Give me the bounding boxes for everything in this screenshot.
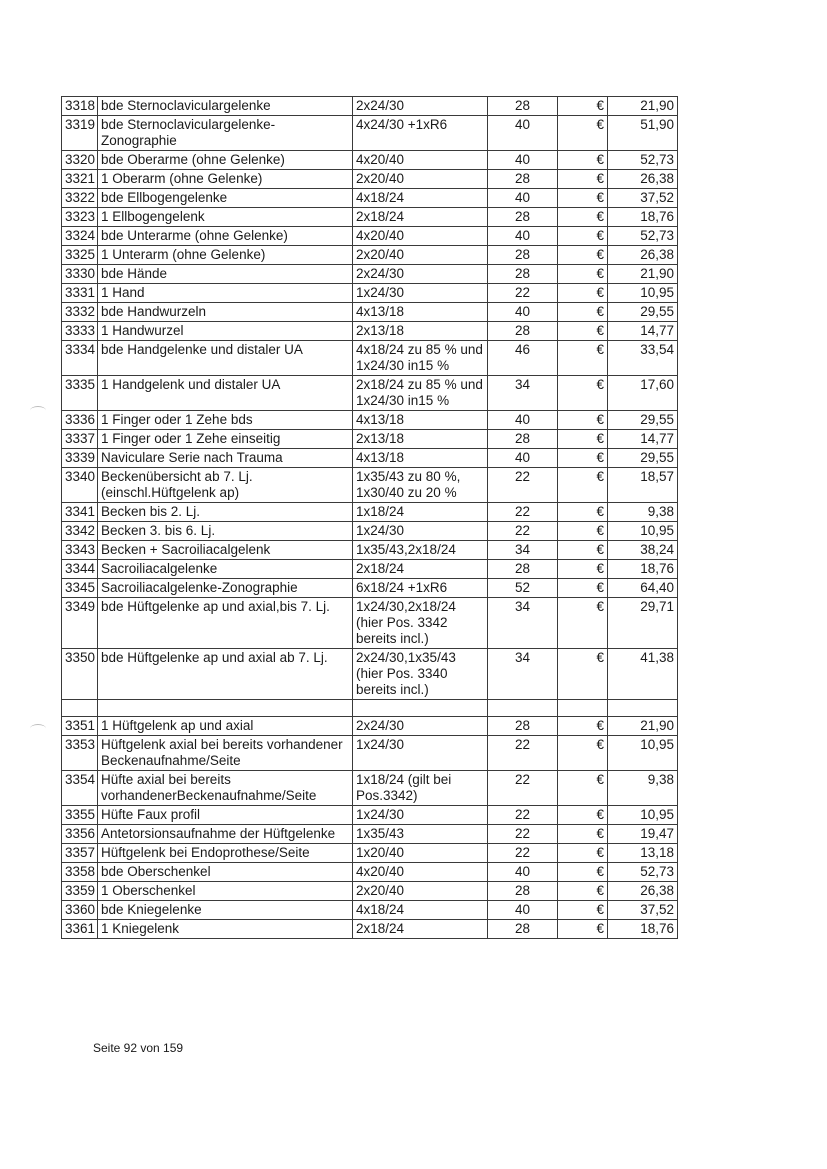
points-value: 22 [488,522,558,541]
description: Beckenübersicht ab 7. Lj. (einschl.Hüftgelenk ap) [98,468,353,503]
currency-symbol: € [558,598,608,649]
table-row [62,116,678,151]
points-value: 28 [488,97,558,116]
film-format: 1x35/43 [353,825,488,844]
table-row [62,901,678,920]
film-format: 6x18/24 +1xR6 [353,579,488,598]
description: bde Oberarme (ohne Gelenke) [98,151,353,170]
table-row [62,560,678,579]
description: Naviculare Serie nach Trauma [98,449,353,468]
position-number: 3337 [62,430,98,449]
film-format: 2x18/24 [353,920,488,939]
description: bde Sternoclaviculargelenke [98,97,353,116]
table-row [62,284,678,303]
position-number: 3330 [62,265,98,284]
table-row [62,341,678,376]
film-format: 1x35/43 zu 80 %, 1x30/40 zu 20 % [353,468,488,503]
table-row [62,844,678,863]
table-row [62,920,678,939]
film-format: 1x24/30 [353,736,488,771]
description: bde Kniegelenke [98,901,353,920]
points-value: 40 [488,411,558,430]
points-value: 28 [488,717,558,736]
position-number: 3356 [62,825,98,844]
price-amount: 52,73 [608,227,678,246]
currency-symbol: € [558,284,608,303]
position-number: 3334 [62,341,98,376]
position-number: 3339 [62,449,98,468]
price-amount: 10,95 [608,806,678,825]
price-amount: 26,38 [608,882,678,901]
film-format: 1x24/30,2x18/24 (hier Pos. 3342 bereits incl.) [353,598,488,649]
punch-hole-mark [30,724,46,733]
currency-symbol: € [558,522,608,541]
price-amount: 13,18 [608,844,678,863]
price-amount: 64,40 [608,579,678,598]
film-format: 4x20/40 [353,863,488,882]
position-number: 3354 [62,771,98,806]
price-amount: 9,38 [608,771,678,806]
currency-symbol: € [558,736,608,771]
price-amount: 51,90 [608,116,678,151]
currency-symbol: € [558,227,608,246]
table-row [62,522,678,541]
position-number: 3357 [62,844,98,863]
currency-symbol: € [558,503,608,522]
film-format: 1x24/30 [353,284,488,303]
description: bde Hände [98,265,353,284]
price-amount: 29,55 [608,411,678,430]
currency-symbol: € [558,901,608,920]
position-number: 3359 [62,882,98,901]
price-amount: 52,73 [608,151,678,170]
points-value: 28 [488,208,558,227]
film-format: 2x20/40 [353,882,488,901]
points-value: 40 [488,151,558,170]
points-value: 22 [488,771,558,806]
currency-symbol: € [558,468,608,503]
currency-symbol: € [558,771,608,806]
table-row [62,322,678,341]
price-amount: 21,90 [608,97,678,116]
description: Becken bis 2. Lj. [98,503,353,522]
table-row [62,265,678,284]
price-amount: 52,73 [608,863,678,882]
film-format: 4x13/18 [353,303,488,322]
position-number: 3320 [62,151,98,170]
position-number: 3350 [62,649,98,700]
position-number: 3324 [62,227,98,246]
description [98,700,353,717]
price-amount: 9,38 [608,503,678,522]
table-row [62,649,678,700]
film-format: 2x24/30 [353,717,488,736]
points-value: 52 [488,579,558,598]
position-number: 3342 [62,522,98,541]
points-value: 22 [488,736,558,771]
currency-symbol: € [558,806,608,825]
position-number: 3343 [62,541,98,560]
points-value: 34 [488,598,558,649]
table-row [62,717,678,736]
points-value: 46 [488,341,558,376]
table-row [62,97,678,116]
description: bde Ellbogengelenke [98,189,353,208]
position-number: 3325 [62,246,98,265]
description: bde Handgelenke und distaler UA [98,341,353,376]
points-value: 34 [488,376,558,411]
film-format: 4x18/24 [353,901,488,920]
currency-symbol: € [558,430,608,449]
position-number: 3335 [62,376,98,411]
currency-symbol: € [558,882,608,901]
points-value: 22 [488,825,558,844]
description: Hüfte Faux profil [98,806,353,825]
table-row [62,700,678,717]
table-row [62,503,678,522]
points-value: 28 [488,560,558,579]
table-row [62,376,678,411]
film-format: 1x24/30 [353,522,488,541]
table-row [62,189,678,208]
currency-symbol: € [558,189,608,208]
description: bde Handwurzeln [98,303,353,322]
position-number: 3332 [62,303,98,322]
position-number: 3361 [62,920,98,939]
film-format: 4x13/18 [353,411,488,430]
table-row [62,227,678,246]
currency-symbol: € [558,825,608,844]
description: bde Sternoclaviculargelenke-Zonographie [98,116,353,151]
film-format: 2x13/18 [353,430,488,449]
film-format [353,700,488,717]
film-format: 1x35/43,2x18/24 [353,541,488,560]
description: bde Hüftgelenke ap und axial,bis 7. Lj. [98,598,353,649]
film-format: 1x18/24 [353,503,488,522]
position-number: 3349 [62,598,98,649]
description: Becken + Sacroiliacalgelenk [98,541,353,560]
points-value: 28 [488,882,558,901]
points-value: 22 [488,844,558,863]
tariff-table-body [62,97,678,939]
currency-symbol: € [558,208,608,227]
film-format: 4x20/40 [353,227,488,246]
film-format: 2x24/30 [353,265,488,284]
price-amount: 19,47 [608,825,678,844]
description: Sacroiliacalgelenke-Zonographie [98,579,353,598]
description: Antetorsionsaufnahme der Hüftgelenke [98,825,353,844]
currency-symbol: € [558,151,608,170]
price-amount: 29,55 [608,303,678,322]
description: 1 Oberarm (ohne Gelenke) [98,170,353,189]
position-number: 3351 [62,717,98,736]
currency-symbol: € [558,717,608,736]
table-row [62,468,678,503]
points-value: 40 [488,303,558,322]
price-amount: 29,71 [608,598,678,649]
price-amount: 41,38 [608,649,678,700]
points-value: 22 [488,468,558,503]
currency-symbol: € [558,560,608,579]
currency-symbol: € [558,863,608,882]
points-value: 28 [488,430,558,449]
film-format: 4x13/18 [353,449,488,468]
points-value: 28 [488,265,558,284]
price-amount: 14,77 [608,322,678,341]
film-format: 4x18/24 [353,189,488,208]
table-row [62,863,678,882]
description: Sacroiliacalgelenke [98,560,353,579]
position-number: 3336 [62,411,98,430]
description: 1 Unterarm (ohne Gelenke) [98,246,353,265]
price-amount: 18,57 [608,468,678,503]
currency-symbol: € [558,341,608,376]
position-number: 3318 [62,97,98,116]
currency-symbol: € [558,649,608,700]
description: 1 Hand [98,284,353,303]
price-amount: 26,38 [608,246,678,265]
description: 1 Finger oder 1 Zehe einseitig [98,430,353,449]
description: Hüfte axial bei bereits vorhandenerBeckenaufnahme/Seite [98,771,353,806]
description: 1 Kniegelenk [98,920,353,939]
table-row [62,449,678,468]
currency-symbol [558,700,608,717]
currency-symbol: € [558,920,608,939]
price-amount: 21,90 [608,265,678,284]
description: bde Unterarme (ohne Gelenke) [98,227,353,246]
description: 1 Finger oder 1 Zehe bds [98,411,353,430]
description: Becken 3. bis 6. Lj. [98,522,353,541]
film-format: 1x24/30 [353,806,488,825]
table-row [62,825,678,844]
description: 1 Hüftgelenk ap und axial [98,717,353,736]
table-row [62,771,678,806]
price-amount: 29,55 [608,449,678,468]
points-value: 28 [488,170,558,189]
price-amount: 37,52 [608,189,678,208]
table-row [62,411,678,430]
description: bde Hüftgelenke ap und axial ab 7. Lj. [98,649,353,700]
film-format: 2x24/30 [353,97,488,116]
price-amount: 17,60 [608,376,678,411]
currency-symbol: € [558,376,608,411]
position-number: 3358 [62,863,98,882]
table-row [62,806,678,825]
position-number: 3323 [62,208,98,227]
position-number: 3344 [62,560,98,579]
currency-symbol: € [558,411,608,430]
table-row [62,736,678,771]
position-number: 3340 [62,468,98,503]
position-number: 3353 [62,736,98,771]
film-format: 1x18/24 (gilt bei Pos.3342) [353,771,488,806]
price-amount: 10,95 [608,522,678,541]
film-format: 4x20/40 [353,151,488,170]
currency-symbol: € [558,246,608,265]
table-row [62,151,678,170]
position-number: 3355 [62,806,98,825]
position-number: 3360 [62,901,98,920]
film-format: 4x18/24 zu 85 % und 1x24/30 in15 % [353,341,488,376]
position-number: 3319 [62,116,98,151]
description: 1 Ellbogengelenk [98,208,353,227]
tariff-table [61,96,678,939]
points-value: 22 [488,284,558,303]
points-value: 34 [488,649,558,700]
points-value: 40 [488,116,558,151]
position-number [62,700,98,717]
film-format: 2x18/24 [353,560,488,579]
position-number: 3321 [62,170,98,189]
page-footer: Seite 92 von 159 [93,1041,184,1055]
description: 1 Handwurzel [98,322,353,341]
currency-symbol: € [558,303,608,322]
price-amount: 37,52 [608,901,678,920]
currency-symbol: € [558,844,608,863]
table-row [62,598,678,649]
film-format: 2x18/24 zu 85 % und 1x24/30 in15 % [353,376,488,411]
film-format: 1x20/40 [353,844,488,863]
price-amount: 18,76 [608,208,678,227]
table-row [62,246,678,265]
description: 1 Handgelenk und distaler UA [98,376,353,411]
table-row [62,303,678,322]
price-amount: 38,24 [608,541,678,560]
position-number: 3333 [62,322,98,341]
points-value [488,700,558,717]
table-row [62,579,678,598]
film-format: 2x20/40 [353,170,488,189]
film-format: 2x13/18 [353,322,488,341]
points-value: 40 [488,227,558,246]
points-value: 40 [488,189,558,208]
table-row [62,882,678,901]
points-value: 40 [488,449,558,468]
points-value: 22 [488,806,558,825]
position-number: 3331 [62,284,98,303]
film-format: 4x24/30 +1xR6 [353,116,488,151]
position-number: 3322 [62,189,98,208]
film-format: 2x18/24 [353,208,488,227]
position-number: 3345 [62,579,98,598]
table-row [62,541,678,560]
currency-symbol: € [558,322,608,341]
points-value: 28 [488,246,558,265]
position-number: 3341 [62,503,98,522]
price-amount: 10,95 [608,284,678,303]
currency-symbol: € [558,116,608,151]
points-value: 40 [488,863,558,882]
points-value: 34 [488,541,558,560]
points-value: 40 [488,901,558,920]
description: Hüftgelenk bei Endoprothese/Seite [98,844,353,863]
currency-symbol: € [558,170,608,189]
currency-symbol: € [558,579,608,598]
price-amount: 18,76 [608,920,678,939]
points-value: 28 [488,322,558,341]
price-amount: 33,54 [608,341,678,376]
currency-symbol: € [558,541,608,560]
table-row [62,208,678,227]
price-amount: 21,90 [608,717,678,736]
price-amount: 10,95 [608,736,678,771]
price-amount: 14,77 [608,430,678,449]
film-format: 2x24/30,1x35/43 (hier Pos. 3340 bereits incl.) [353,649,488,700]
table-row [62,170,678,189]
points-value: 22 [488,503,558,522]
price-amount: 26,38 [608,170,678,189]
description: bde Oberschenkel [98,863,353,882]
currency-symbol: € [558,97,608,116]
price-amount [608,700,678,717]
price-amount: 18,76 [608,560,678,579]
currency-symbol: € [558,449,608,468]
table-row [62,430,678,449]
description: 1 Oberschenkel [98,882,353,901]
film-format: 2x20/40 [353,246,488,265]
points-value: 28 [488,920,558,939]
punch-hole-mark [30,406,46,415]
description: Hüftgelenk axial bei bereits vorhandener Beckenaufnahme/Seite [98,736,353,771]
currency-symbol: € [558,265,608,284]
